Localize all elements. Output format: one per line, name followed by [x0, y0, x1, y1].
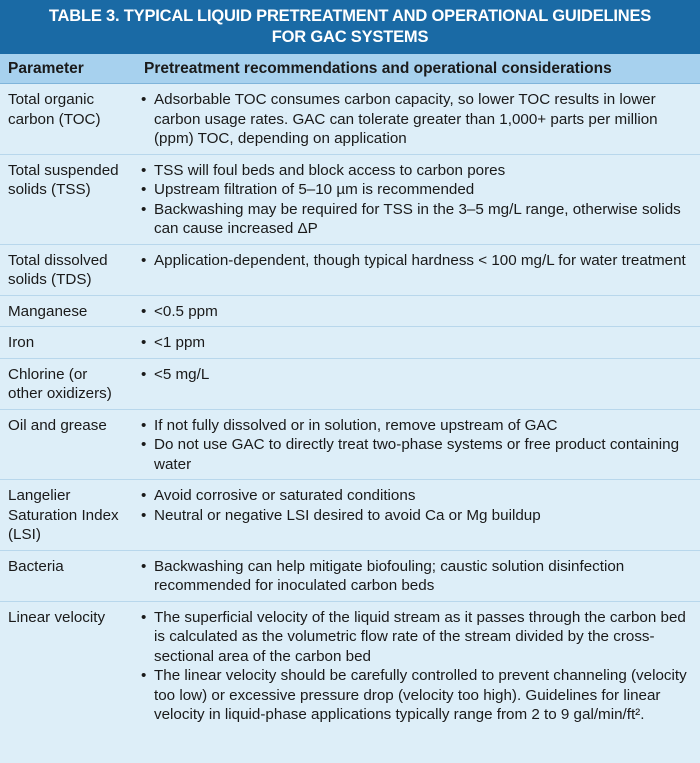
table-row — [0, 155, 700, 245]
parameter-cell: Manganese — [8, 302, 88, 320]
bullet-item: • Do not use GAC to directly treat two-phase systems or free product containing water — [140, 435, 692, 474]
table-row — [0, 359, 700, 410]
table-row — [0, 296, 700, 328]
parameter-cell: Total suspended solids (TSS) — [8, 161, 119, 198]
bullet-item: • TSS will foul beds and block access to carbon pores — [140, 161, 692, 181]
parameter-cell: Iron — [8, 334, 35, 351]
table-row — [0, 245, 700, 296]
recommendations-cell — [140, 365, 700, 385]
bullet-list — [140, 90, 692, 149]
parameter-cell: Total dissolved solids (TDS) — [8, 251, 108, 288]
bullet-item: • Neutral or negative LSI desired to avoid Ca or Mg buildup — [140, 506, 692, 526]
bullet-list — [140, 416, 692, 475]
bullet-item: • <5 mg/L — [140, 365, 692, 385]
parameter-cell: Oil and grease — [8, 416, 107, 434]
bullet-item: • Adsorbable TOC consumes carbon capacity, so lower TOC results in lower carbon usage rates. GAC can tolerate greater than 1,000+ parts per million (ppm) TOC, depending on application — [140, 90, 692, 149]
bullet-list — [140, 251, 692, 271]
bullet-item: • <1 ppm — [140, 333, 692, 353]
bullet-list — [140, 333, 692, 353]
parameter-cell: Total organic carbon (TOC) — [8, 91, 101, 128]
recommendations-cell — [140, 251, 700, 271]
parameter-cell: Bacteria — [8, 557, 64, 575]
bullet-item: • Upstream filtration of 5–10 µm is recommended — [140, 180, 692, 200]
recommendations-cell — [140, 90, 700, 149]
bullet-item: • The linear velocity should be carefully controlled to prevent channeling (velocity too low) or excessive pressure drop (velocity too high). Guidelines for linear velocity in liquid-phase applications typically range from 2 to 9 gal/min/ft². — [140, 666, 692, 725]
parameter-cell: Linear velocity — [8, 608, 106, 626]
table-title-line-1: TABLE 3. TYPICAL LIQUID PRETREATMENT AND OPERATIONAL GUIDELINES — [48, 7, 652, 25]
bullet-item: • <0.5 ppm — [140, 302, 692, 322]
bullet-item: • Avoid corrosive or saturated conditions — [140, 486, 692, 506]
recommendations-cell — [140, 557, 700, 596]
table-header-row — [0, 54, 700, 84]
parameter-cell: Chlorine (or other oxidizers) — [8, 365, 112, 402]
table-row — [0, 602, 700, 730]
bullet-item: • Backwashing may be required for TSS in the 3–5 mg/L range, otherwise solids can cause increased ΔP — [140, 200, 692, 239]
table-title — [0, 0, 700, 54]
recommendations-cell — [140, 608, 700, 725]
bullet-item: • Application-dependent, though typical hardness < 100 mg/L for water treatment — [140, 251, 692, 271]
table-row — [0, 551, 700, 602]
table-row — [0, 480, 700, 551]
bullet-list — [140, 302, 692, 322]
parameter-cell: Langelier Saturation Index (LSI) — [8, 487, 119, 543]
bullet-item: • If not fully dissolved or in solution, remove upstream of GAC — [140, 416, 692, 436]
bullet-item: • Backwashing can help mitigate biofouling; caustic solution disinfection recommended for inoculated carbon beds — [140, 557, 692, 596]
recommendations-cell — [140, 486, 700, 525]
recommendations-cell — [140, 302, 700, 322]
table-title-line-2: FOR GAC SYSTEMS — [271, 28, 429, 46]
table-row — [0, 84, 700, 155]
bullet-list — [140, 161, 692, 239]
header-parameter: Parameter — [8, 59, 84, 77]
header-recommendations: Pretreatment recommendations and operational considerations — [144, 59, 612, 77]
bullet-list — [140, 608, 692, 725]
table-row — [0, 410, 700, 481]
bullet-item: • The superficial velocity of the liquid stream as it passes through the carbon bed is calculated as the volumetric flow rate of the stream divided by the cross-sectional area of the carbon bed — [140, 608, 692, 667]
table-row — [0, 327, 700, 359]
recommendations-cell — [140, 333, 700, 353]
bullet-list — [140, 365, 692, 385]
table-body — [0, 84, 700, 730]
bullet-list — [140, 557, 692, 596]
bullet-list — [140, 486, 692, 525]
recommendations-cell — [140, 416, 700, 475]
recommendations-cell — [140, 161, 700, 239]
